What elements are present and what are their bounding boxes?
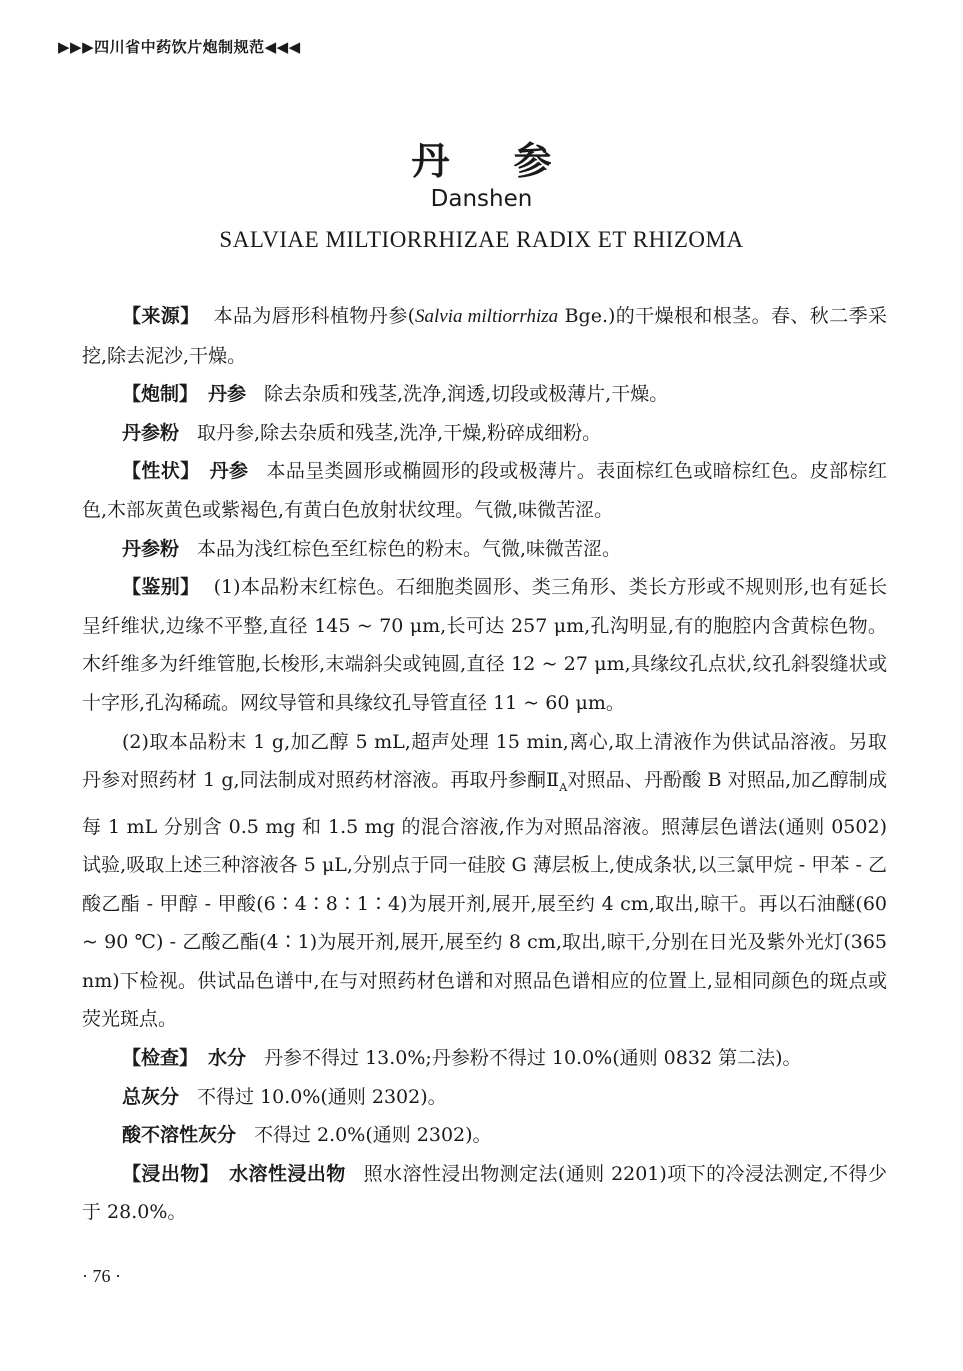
characters-item1-name: 丹参 xyxy=(209,460,249,483)
extract-item-name: 水溶性浸出物 xyxy=(229,1162,346,1185)
monograph-body xyxy=(82,297,887,1232)
source-paragraph xyxy=(82,297,887,375)
page-title: 丹参 xyxy=(411,139,616,183)
inspection-paragraph-2 xyxy=(82,1078,887,1117)
characters-paragraph-1 xyxy=(82,452,887,529)
inspection-paragraph-1 xyxy=(82,1039,887,1078)
identification-subscript: A xyxy=(559,780,568,794)
processing-paragraph-2 xyxy=(82,414,887,453)
processing-item1-name: 丹参 xyxy=(208,383,247,406)
inspection-item1-text: 丹参不得过 13.0%;丹参粉不得过 10.0%(通则 0832 第二法)。 xyxy=(264,1047,802,1070)
source-text-b: Bge.)的干燥根和根茎。春、秋二季采挖,除去泥沙,干燥。 xyxy=(82,305,887,367)
characters-item2-name: 丹参粉 xyxy=(122,537,180,560)
running-header: ▶▶▶四川省中药饮片炮制规范◀◀◀ xyxy=(58,38,301,56)
section-label-inspection: 【检查】 xyxy=(122,1047,199,1070)
processing-item2-name: 丹参粉 xyxy=(122,421,180,444)
characters-paragraph-2 xyxy=(82,530,887,569)
section-label-identification: 【鉴别】 xyxy=(122,576,200,599)
page-number: · 76 · xyxy=(82,1266,121,1286)
inspection-item3-name: 酸不溶性灰分 xyxy=(122,1124,237,1147)
processing-paragraph-1 xyxy=(82,375,887,414)
identification-text-2a: (2)取本品粉末 1 g,加乙醇 5 mL,超声处理 15 min,离心,取上清液作为供试品溶液。另取丹参对照药材 1 g,同法制成对照药材溶液。再取丹参酮Ⅱ xyxy=(82,730,887,792)
section-label-source: 【来源】 xyxy=(122,305,200,327)
title-latin: SALVIAE MILTIORRHIZAE RADIX ET RHIZOMA xyxy=(219,227,744,252)
processing-item1-text: 除去杂质和残茎,洗净,润透,切段或极薄片,干燥。 xyxy=(264,383,669,406)
identification-paragraph-1 xyxy=(82,568,887,722)
inspection-item1-name: 水分 xyxy=(208,1047,247,1070)
characters-item2-text: 本品为浅红棕色至红棕色的粉末。气微,味微苦涩。 xyxy=(197,537,622,560)
inspection-item2-text: 不得过 10.0%(通则 2302)。 xyxy=(197,1085,447,1108)
identification-paragraph-2 xyxy=(82,723,887,1040)
inspection-item3-text: 不得过 2.0%(通则 2302)。 xyxy=(254,1124,492,1147)
processing-item2-text: 取丹参,除去杂质和残茎,洗净,干燥,粉碎成细粉。 xyxy=(197,421,602,444)
section-label-processing: 【炮制】 xyxy=(122,383,199,406)
identification-text-2b: 对照品、丹酚酸 B 对照品,加乙醇制成每 1 mL 分别含 0.5 mg 和 1.5 mg 的混合溶液,作为对照品溶液。照薄层色谱法(通则 0502)试验,吸取上述三种溶液各 5 μL,分别点于同一硅胶 G 薄层板上,使成条状,以三氯甲烷 - 甲苯 - 乙酸乙酯 - 甲醇 - 甲酸(6∶4∶8∶1∶4)为展开剂,展开,展至约 4 cm,取出,晾干。再以石油醚(60 ~ 90 ℃) - 乙酸乙酯(4∶1)为展开剂,展开,展至约 8 cm,取出,晾干,分别在日光及紫外光灯(365 nm)下检视。供试品色谱中,在与对照药材色谱和对照品色谱相应的位置上,显相同颜色的斑点或荧光斑点。 xyxy=(82,769,887,1031)
inspection-paragraph-3 xyxy=(82,1116,887,1155)
section-label-characters: 【性状】 xyxy=(122,460,200,483)
title-pinyin: Danshen xyxy=(430,186,533,212)
identification-text-1: (1)本品粉末红棕色。石细胞类圆形、类三角形、类长方形或不规则形,也有延长呈纤维状,边缘不平整,直径 145 ~ 70 μm,长可达 257 μm,孔沟明显,有的胞腔内含黄棕色物。木纤维多为纤维管胞,长梭形,末端斜尖或钝圆,直径 12 ~ 27 μm,具缘纹孔点状,纹孔斜裂缝状或十字形,孔沟稀疏。网纹导管和具缘纹孔导管直径 11 ~ 60 μm。 xyxy=(82,576,887,714)
source-text-a: 本品为唇形科植物丹参( xyxy=(213,305,416,327)
extract-item-text: 照水溶性浸出物测定法(通则 2201)项下的冷浸法测定,不得少于 28.0%。 xyxy=(82,1162,887,1224)
extract-paragraph xyxy=(82,1155,887,1232)
section-label-extract: 【浸出物】 xyxy=(122,1162,220,1185)
source-latin-name: Salvia miltiorrhiza xyxy=(415,306,559,327)
inspection-item2-name: 总灰分 xyxy=(122,1085,180,1108)
characters-item1-text: 本品呈类圆形或椭圆形的段或极薄片。表面棕红色或暗棕红色。皮部棕红色,木部灰黄色或紫褐色,有黄白色放射状纹理。气微,味微苦涩。 xyxy=(82,460,887,521)
